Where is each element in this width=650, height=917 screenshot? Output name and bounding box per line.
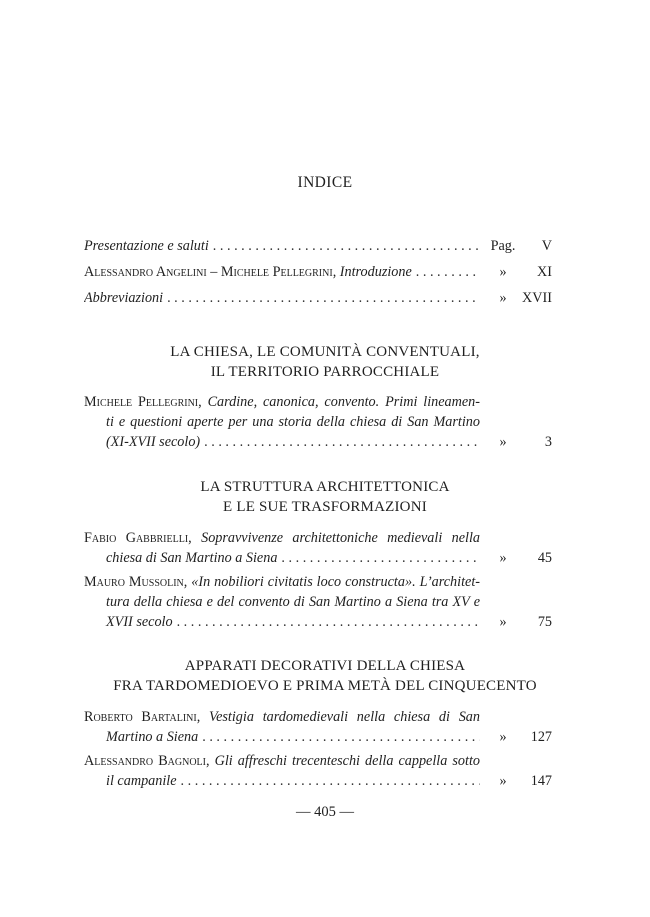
toc-entry-bagnoli: Alessandro Bagnoli, Gli affreschi trecenteschi della cappella sotto il campanile . . . » 147 (84, 751, 552, 791)
entry-title-line: XVII secolo (106, 614, 173, 630)
entry-author: Alessandro Bagnoli (84, 753, 206, 769)
leader-dots (181, 771, 480, 791)
page-number: 127 (530, 729, 552, 745)
entry-author: Roberto Bartalini (84, 709, 197, 725)
entry-authors: Alessandro Angelini – Michele Pellegrini (84, 264, 333, 280)
leader-dots (202, 727, 480, 747)
page-prefix: » (499, 434, 507, 450)
toc-entry-mussolin: Mauro Mussolin, «In nobiliori civitatis loco constructa». L’architet- tura della chiesa e del convento di San Martino a Siena tra XV e XVII secolo . . . » 75 (84, 572, 552, 632)
page-prefix: » (499, 729, 507, 745)
leader-dots (177, 612, 480, 632)
entry-title-line: tura della chiesa e del convento di San Martino a Siena tra XV e (106, 594, 480, 610)
entry-title-line: (XI-XVII secolo) (106, 434, 201, 450)
page-prefix: » (499, 773, 507, 789)
entry-author: Michele Pellegrini (84, 394, 199, 410)
leader-dots (213, 236, 480, 256)
page-prefix: » (499, 264, 507, 280)
section-heading: LA STRUTTURA ARCHITETTONICA E LE SUE TRASFORMAZIONI (200, 479, 450, 515)
entry-title: Abbreviazioni (84, 290, 164, 306)
page-prefix: » (499, 550, 507, 566)
page-number: 3 (544, 434, 552, 450)
leader-dots (167, 288, 480, 308)
leader-dots (416, 262, 480, 282)
entry-author: Fabio Gabbrielli (84, 530, 189, 546)
section-heading: APPARATI DECORATIVI DELLA CHIESA FRA TARDOMEDIOEVO E PRIMA METÀ DEL CINQUECENTO (113, 658, 537, 694)
entry-title-line: il campanile (106, 773, 177, 789)
page-number: 45 (537, 550, 552, 566)
page-title: INDICE (297, 174, 353, 191)
entry-title-line: Vestigia tardomedievali nella chiesa di San (209, 709, 480, 725)
page-number: XVII (522, 290, 552, 306)
leader-dots (204, 432, 480, 452)
entry-title-line: «In nobiliori civitatis loco constructa». L’architet- (191, 574, 480, 590)
page-prefix: » (499, 290, 507, 306)
entry-title: Introduzione (339, 264, 412, 280)
page-number: XI (537, 264, 552, 280)
page-number: 75 (537, 614, 552, 630)
entry-title-line: ti e questioni aperte per una storia della chiesa di San Martino (106, 414, 480, 430)
toc-entry-gabbrielli: Fabio Gabbrielli, Sopravvivenze architettoniche medievali nella chiesa di San Martino a Siena . . . » 45 (84, 528, 552, 568)
page-prefix: Pag. (490, 238, 516, 254)
entry-title-line: Martino a Siena (106, 729, 199, 745)
entry-author: Mauro Mussolin (84, 574, 184, 590)
entry-title-line: chiesa di San Martino a Siena (106, 550, 278, 566)
page-folio: — 405 — (296, 804, 354, 820)
entry-title-line: Sopravvivenze architettoniche medievali nella (201, 530, 480, 546)
entry-title: Presentazione e saluti (84, 238, 209, 254)
section-heading: LA CHIESA, LE COMUNITÀ CONVENTUALI, IL TERRITORIO PARROCCHIALE (170, 344, 480, 380)
page-number: V (541, 238, 552, 254)
entry-title-line: Gli affreschi trecenteschi della cappella sotto (214, 753, 480, 769)
leader-dots (281, 548, 480, 568)
page-number: 147 (530, 773, 552, 789)
toc-entry-bartalini: Roberto Bartalini, Vestigia tardomedievali nella chiesa di San Martino a Siena . . . » 127 (84, 707, 552, 747)
toc-entry-pellegrini: Michele Pellegrini, Cardine, canonica, convento. Primi lineamen- ti e questioni aperte per una storia della chiesa di San Martino (XI-XVII secolo) . . . » 3 (84, 392, 552, 452)
page-prefix: » (499, 614, 507, 630)
entry-title-line: Cardine, canonica, convento. Primi lineamen- (207, 394, 480, 410)
